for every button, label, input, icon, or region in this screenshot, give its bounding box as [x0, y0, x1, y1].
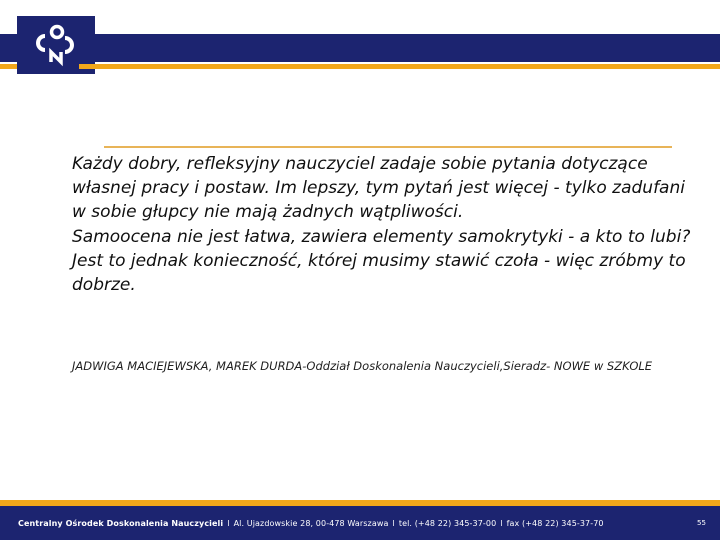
header-stripe [0, 64, 720, 69]
footer-separator: l [392, 519, 395, 528]
header-band [0, 34, 720, 62]
footer-separator: l [227, 519, 230, 528]
quote [72, 152, 702, 297]
codn-logo-icon [17, 16, 95, 74]
quote-source: JADWIGA MACIEJEWSKA, MAREK DURDA-Oddział Doskonalenia Nauczycieli,Sieradz- NOWE w SZKOLE [72, 359, 653, 373]
footer-fax: fax (+48 22) 345-37-70 [506, 519, 604, 528]
footer-phone: tel. (+48 22) 345-37-00 [398, 519, 497, 528]
quote-paragraph-1: Każdy dobry, refleksyjny nauczyciel zadaje sobie pytania dotyczące własnej pracy i postaw. Im lepszy, tym pytań jest więcej - tylko zadufani w sobie głupcy nie mają żadnych wątpliwości. [72, 154, 685, 223]
quote-paragraph-2: Samoocena nie jest łatwa, zawiera elementy samokrytyki - a kto to lubi? Jest to jednak konieczność, której musimy stawić czoła - więc zróbmy to dobrze. [72, 226, 691, 296]
footer-contact [18, 519, 604, 528]
quote-divider [104, 146, 672, 148]
footer-address: Al. Ujazdowskie 28, 00-478 Warszawa [233, 519, 389, 528]
footer-organization: Centralny Ośrodek Doskonalenia Nauczycieli [18, 519, 224, 528]
logo [17, 16, 95, 74]
footer-separator: l [500, 519, 503, 528]
page-number: 55 [697, 519, 706, 527]
